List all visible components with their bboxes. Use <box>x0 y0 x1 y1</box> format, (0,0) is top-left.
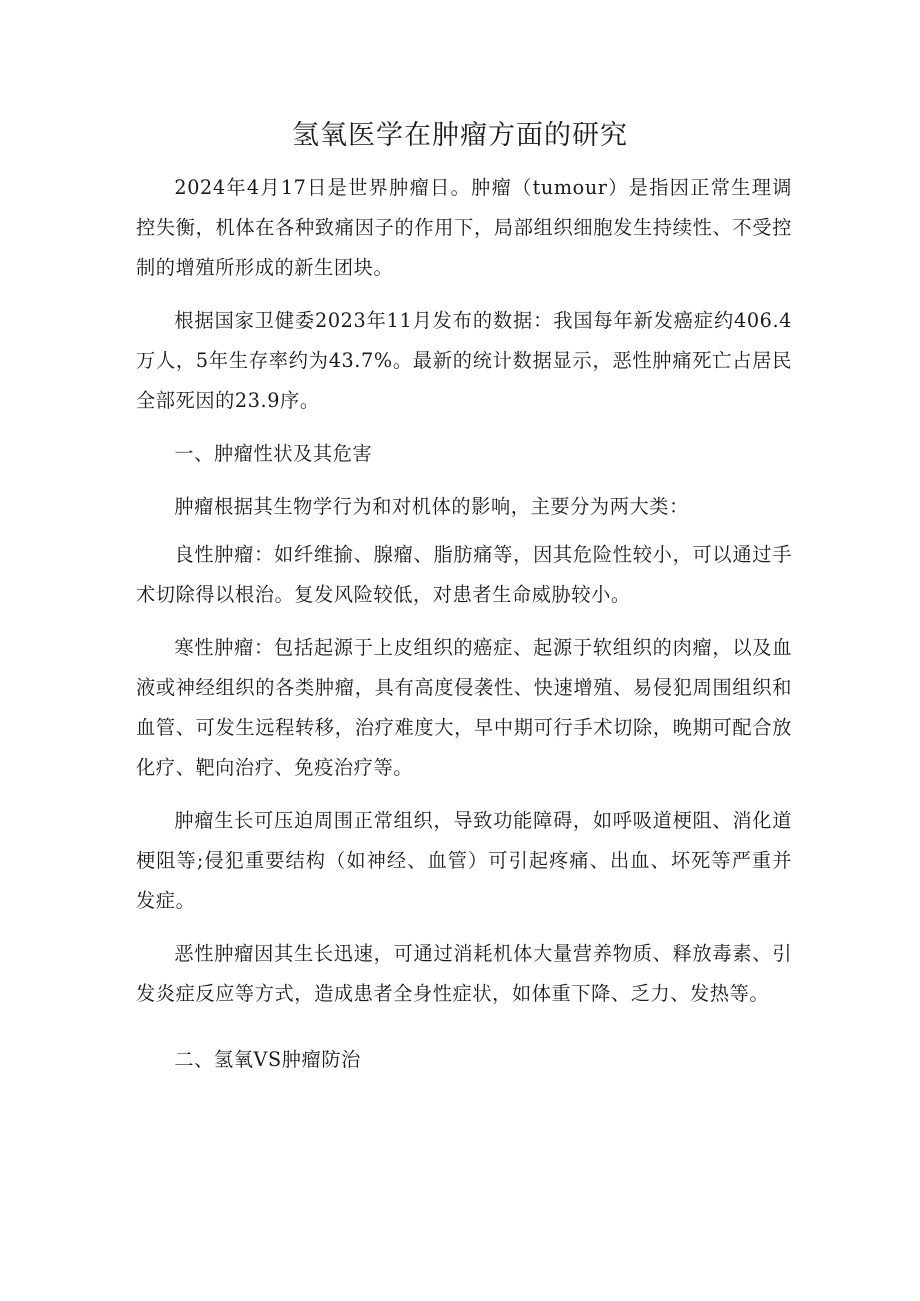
document-title: 氢氧医学在肿瘤方面的研究 <box>292 120 628 151</box>
paragraph-intro: 2024年4月17日是世界肿瘤日。肿瘤（tumour）是指因正常生理调控失衡，机体在各种致痛因子的作用下，局部组织细胞发生持续性、不受控制的增殖所形成的新生团块。 <box>136 176 792 279</box>
section-heading-1: 一、肿瘤性状及其危害 <box>174 442 373 465</box>
paragraph-statistics: 根据国家卫健委2023年11月发布的数据：我国每年新发癌症约406.4万人，5年生存率约为43.7%。最新的统计数据显示，恶性肿痛死亡占居民全部死因的23.9序。 <box>136 309 792 412</box>
document-body <box>136 168 792 1093</box>
paragraph-benign: 良性肿瘤：如纤维揄、腺瘤、脂肪痛等，因其危险性较小，可以通过手术切除得以根治。复发风险较低，对患者生命威胁较小。 <box>136 543 792 606</box>
section-heading-2: 二、氢氧VS肿瘤防治 <box>174 1048 361 1071</box>
paragraph-systemic-harm: 恶性肿瘤因其生长迅速，可通过消耗机体大量营养物质、释放毒素、引发炎症反应等方式，造成患者全身性症状，如体重下降、乏力、发热等。 <box>136 942 792 1005</box>
paragraph-classification: 肿瘤根据其生物学行为和对机体的影响，主要分为两大类： <box>174 495 689 518</box>
paragraph-local-harm: 肿瘤生长可压迫周围正常组织，导致功能障碍，如呼吸道梗阻、消化道梗阻等;侵犯重要结构（如神经、血管）可引起疼痛、出血、坏死等严重并发症。 <box>136 809 792 912</box>
paragraph-malignant: 寒性肿瘤：包括起源于上皮组织的癌症、起源于软组织的肉瘤，以及血液或神经组织的各类肿瘤，具有高度侵袭性、快速增殖、易侵犯周围组织和血管、可发生远程转移，治疗难度大，早中期可行手术切除，晚期可配合放化疗、靶向治疗、免疫治疗等。 <box>136 636 792 779</box>
